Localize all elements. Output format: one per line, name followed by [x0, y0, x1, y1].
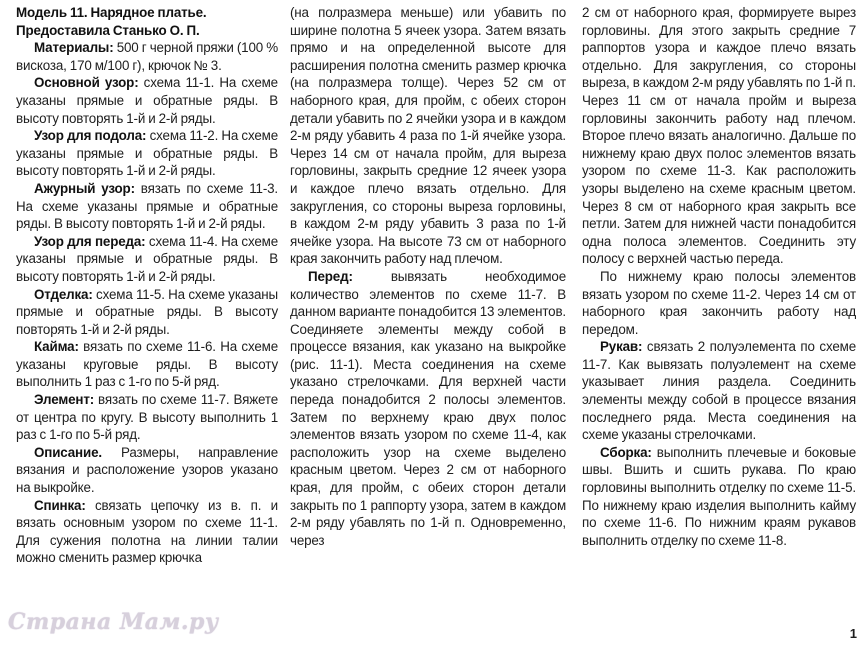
trim-text: схема 11-5. На схеме указаны прямые и обратные ряды. В высоту повторять 1-й и 2-й ряды. — [16, 286, 278, 337]
sleeve-paragraph — [582, 338, 856, 444]
text-column-1 — [16, 4, 278, 567]
front-label: Перед: — [308, 268, 353, 284]
front-pattern-text: схема 11-4. На схеме указаны прямые и обратные ряды. В высоту повторять 1-й и 2-й ряды. — [16, 233, 278, 284]
description-paragraph — [16, 444, 278, 497]
assembly-paragraph — [582, 444, 856, 550]
text-column-3 — [582, 4, 856, 549]
materials-text: 500 г черной пряжи (100 % вискоза, 170 м/100 г), крючок № 3. — [16, 40, 278, 73]
back-label: Спинка: — [34, 497, 86, 513]
element-paragraph — [16, 391, 278, 444]
hem-pattern-label: Узор для подола: — [34, 128, 147, 144]
front-continued-paragraph-2: По нижнему краю полосы элементов вязать узором по схеме 11-2. Через 14 см от наборного края закончить работу над передом. — [582, 268, 856, 337]
main-pattern-label: Основной узор: — [34, 75, 139, 91]
assembly-text: выполнить плечевые и боковые швы. Вшить и сшить рукава. По краю горловины выполнить отделку по схеме 11-5. По нижнему краю изделия выполнить кайму по схеме 11-6. По нижним краям рукавов выполнить отделку по схеме 11-8. — [582, 444, 856, 548]
assembly-label: Сборка: — [600, 444, 652, 460]
lace-pattern-text: вязать по схеме 11-3. На схеме указаны прямые и обратные ряды. В высоту повторять 1-й и 2-й ряды. — [16, 180, 278, 232]
edge-paragraph — [16, 338, 278, 391]
materials-paragraph — [16, 39, 278, 74]
front-continued-paragraph: 2 см от наборного края, формируете вырез горловины. Для этого закрыть средние 7 раппортов узора и каждое плечо вязать отдельно. Для закругления, со стороны выреза, в каждом 2-м ряду убавлять по 1-й п. Через 11 см от начала пройм и выреза горловины закончить работу над плечом. Второе плечо вязать аналогично. Дальше по нижнему краю двух полос элементов вязать узором по схеме 11-3. Как расположить узоры выделено на схеме красным цветом. Через 8 см от наборного края закрыть все петли. Затем для нижней части понадобится одна полоса элементов. Соединить эту полосу с верхней частью переда. — [582, 5, 856, 267]
back-continued-paragraph: (на полразмера меньше) или убавить по ширине полотна 5 ячеек узора. Затем вязать прямо и на определенной высоте для расширения полотна сменить размер крючка (на полразмера толще). Через 52 см от наборного края, для пройм, с обеих сторон детали убавить по 2 ячейки узора и в каждом 2-м ряду убавить 4 раза по 1-й ячейке узора. Через 14 см от начала пройм, для выреза горловины, закрыть средние 12 ячеек узора и каждое плечо вязать отдельно. Для закругления, со стороны выреза горловины, в каждом 2-м ряду убавить 3 раза по 1-й ячейке узора. На высоте 73 см от наборного края закончить работу над плечом. — [290, 5, 566, 267]
site-watermark: Страна Мам.ру — [8, 609, 219, 635]
trim-label: Отделка: — [34, 286, 93, 302]
front-text: вывязать необходимое количество элементов по схеме 11-7. В данном варианте понадобится 13 элементов. Соединяете элементы между собой в процессе вязания, как указано на выкройке (рис. 11-1). Места соединения на схеме указано стрелочками. Для верхней части переда понадобится 2 полосы элементов. Затем по верхнему краю двух полос элементов вязать узором по схеме 11-4, как расположить узор на схеме выделено красным цветом. Через 2 см от наборного края, для пройм, с обеих сторон детали закрыть по 1 раппорту узора, затем в каждом 2-м ряду убавлять по 1-й п. Одновременно, через — [290, 268, 566, 548]
main-pattern-text: схема 11-1. На схеме указаны прямые и обратные ряды. В высоту повторять 1-й и 2-й ряды. — [16, 75, 278, 126]
back-paragraph — [16, 497, 278, 567]
front-paragraph — [290, 268, 566, 550]
element-text: вязать по схеме 11-7. Вяжете от центра по кругу. В высоту выполнить 1 раз с 1-го по 5-й ряд. — [16, 392, 278, 443]
text-column-2 — [290, 4, 566, 549]
hem-pattern-text: схема 11-2. На схеме указаны прямые и обратные ряды. В высоту повторять 1-й и 2-й ряды. — [16, 128, 278, 179]
sleeve-text: связать 2 полуэлемента по схеме 11-7. Как вывязать полуэлемент на схеме указывает линия раздела. Соединить элементы между собой в процессе вязания последнего ряда. Места соединения на схеме указаны стрелочками. — [582, 339, 856, 443]
lace-pattern-label: Ажурный узор: — [34, 180, 135, 196]
edge-text: вязать по схеме 11-6. На схеме указаны круговые ряды. В высоту выполнить 1 раз с 1-го по 5-й ряд. — [16, 339, 278, 390]
element-label: Элемент: — [34, 392, 95, 408]
trim-paragraph — [16, 286, 278, 339]
model-title: Модель 11. Нарядное платье. — [16, 5, 207, 20]
lace-pattern-paragraph — [16, 180, 278, 233]
edge-label: Кайма: — [34, 339, 79, 355]
sleeve-label: Рукав: — [600, 339, 643, 355]
author-line: Предоставила Станько О. П. — [16, 22, 200, 38]
page-number: 1 — [849, 626, 857, 641]
main-pattern-paragraph — [16, 74, 278, 127]
description-text: Размеры, направление вязания и расположение узоров указано на выкройке. — [16, 444, 278, 496]
back-text: связать цепочку из в. п. и вязать основным узором по схеме 11-1. Для сужения полотна на линии талии можно сменить размер крючка — [16, 497, 278, 566]
description-label: Описание. — [34, 444, 102, 460]
materials-label: Материалы: — [34, 40, 114, 56]
hem-pattern-paragraph — [16, 127, 278, 180]
front-pattern-paragraph — [16, 233, 278, 286]
front-pattern-label: Узор для переда: — [34, 233, 146, 249]
